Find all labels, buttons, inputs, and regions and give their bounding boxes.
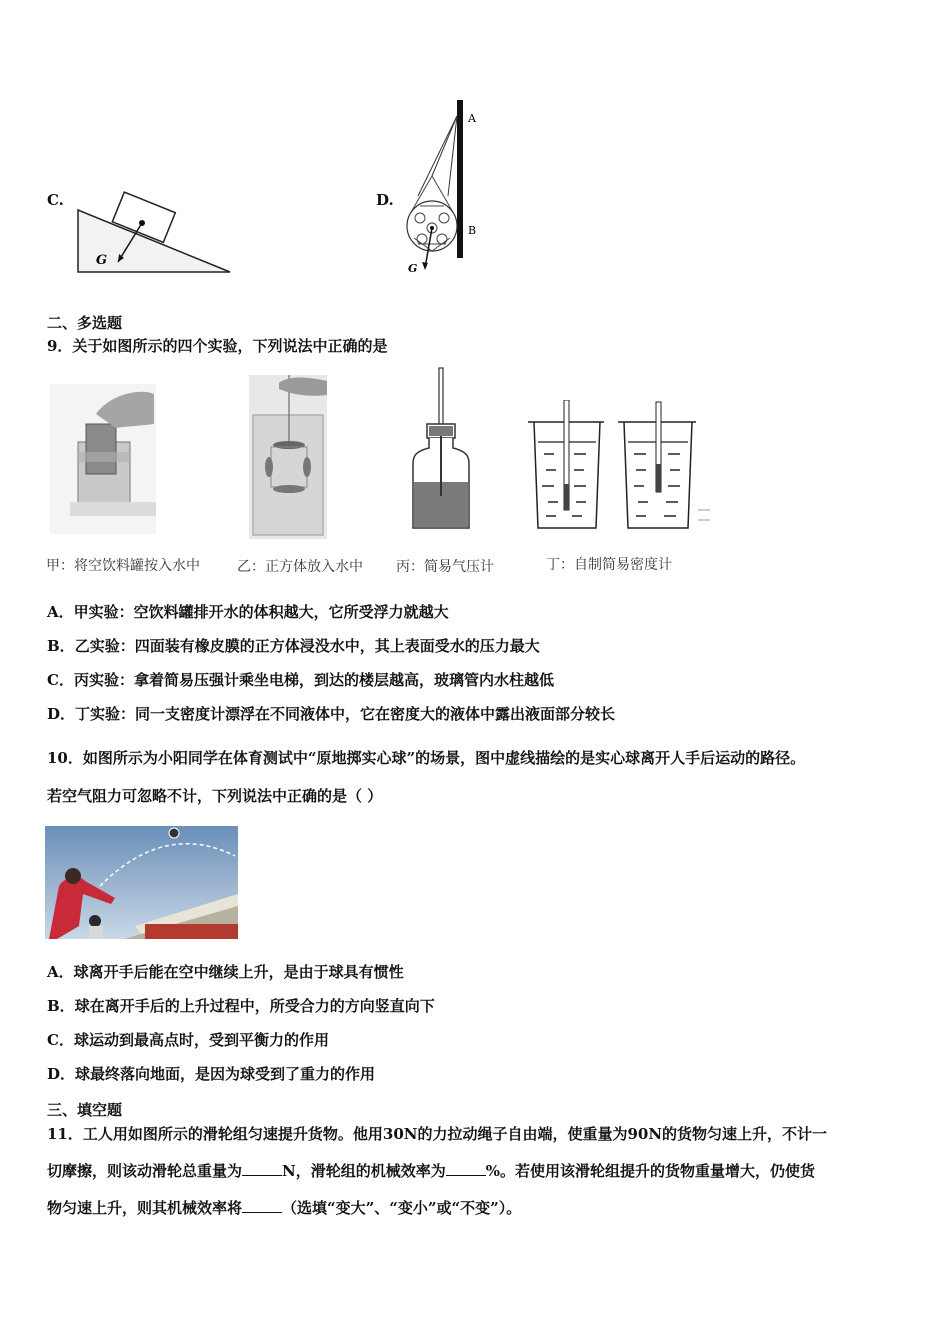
photo-jia — [50, 384, 156, 534]
blank-efficiency-change[interactable] — [242, 1198, 282, 1213]
question-11-line3: 物匀速上升，则其机械效率将 （选填“变大”、“变小”或“不变”）。 — [47, 1199, 522, 1217]
caption-yi: 乙：正方体放入水中 — [237, 559, 363, 575]
ball-net-figure — [400, 96, 490, 281]
q9-option-b: B．乙实验：四面装有橡皮膜的正方体浸没水中，其上表面受水的压力最大 — [47, 637, 540, 655]
simple-barometer — [405, 366, 477, 536]
section-title-fill-in: 三、填空题 — [47, 1101, 123, 1119]
density-meter-beakers — [524, 400, 714, 535]
beaker-left — [528, 400, 604, 528]
shot-put-photo — [45, 826, 238, 939]
q10-option-c: C．球运动到最高点时，受到平衡力的作用 — [47, 1031, 329, 1049]
caption-ding: 丁：自制简易密度计 — [546, 557, 672, 573]
incline-figure — [70, 190, 240, 280]
caption-jia: 甲：将空饮料罐按入水中 — [46, 558, 200, 574]
photo-yi — [249, 375, 327, 539]
g-label-d: G — [408, 262, 418, 275]
q10-option-b: B．球在离开手后的上升过程中，所受合力的方向竖直向下 — [47, 997, 435, 1015]
question-9-stem: 9．关于如图所示的四个实验，下列说法中正确的是 — [47, 337, 388, 355]
g-label-c: G — [96, 253, 108, 268]
option-d-label: D. — [376, 191, 394, 209]
question-10-stem-line1: 10．如图所示为小阳同学在体育测试中“原地掷实心球”的场景，图中虚线描绘的是实心球离开人手后运动的路径。 — [47, 749, 806, 767]
question-11-line1: 11．工人用如图所示的滑轮组匀速提升货物。他用30N的力拉动绳子自由端，使重量为90N的货物匀速上升，不计一 — [47, 1125, 828, 1143]
q10-option-d: D．球最终落向地面，是因为球受到了重力的作用 — [47, 1065, 376, 1083]
section-title-multiple-choice: 二、多选题 — [47, 314, 123, 332]
question-10-stem-line2: 若空气阻力可忽略不计，下列说法中正确的是（ ） — [47, 787, 383, 805]
q9-option-a: A．甲实验：空饮料罐排开水的体积越大，它所受浮力就越大 — [47, 603, 449, 621]
beaker-right — [618, 402, 710, 528]
b-label: B — [468, 224, 477, 237]
a-label: A — [468, 112, 476, 125]
option-c-label: C. — [47, 191, 64, 209]
q9-option-d: D．丁实验：同一支密度计漂浮在不同液体中，它在密度大的液体中露出液面部分较长 — [47, 705, 616, 723]
blank-dynamic-pulley-weight[interactable] — [242, 1161, 282, 1176]
q10-option-a: A．球离开手后能在空中继续上升，是由于球具有惯性 — [47, 963, 404, 981]
caption-bing: 丙：简易气压计 — [396, 559, 494, 575]
blank-efficiency[interactable] — [446, 1161, 486, 1176]
question-11-line2: 切摩擦，则该动滑轮总重量为 N，滑轮组的机械效率为 %。若使用该滑轮组提升的货物重量增大，仍使货 — [47, 1162, 815, 1180]
wall — [457, 100, 463, 258]
q9-option-c: C．丙实验：拿着简易压强计乘坐电梯，到达的楼层越高，玻璃管内水柱越低 — [47, 671, 554, 689]
